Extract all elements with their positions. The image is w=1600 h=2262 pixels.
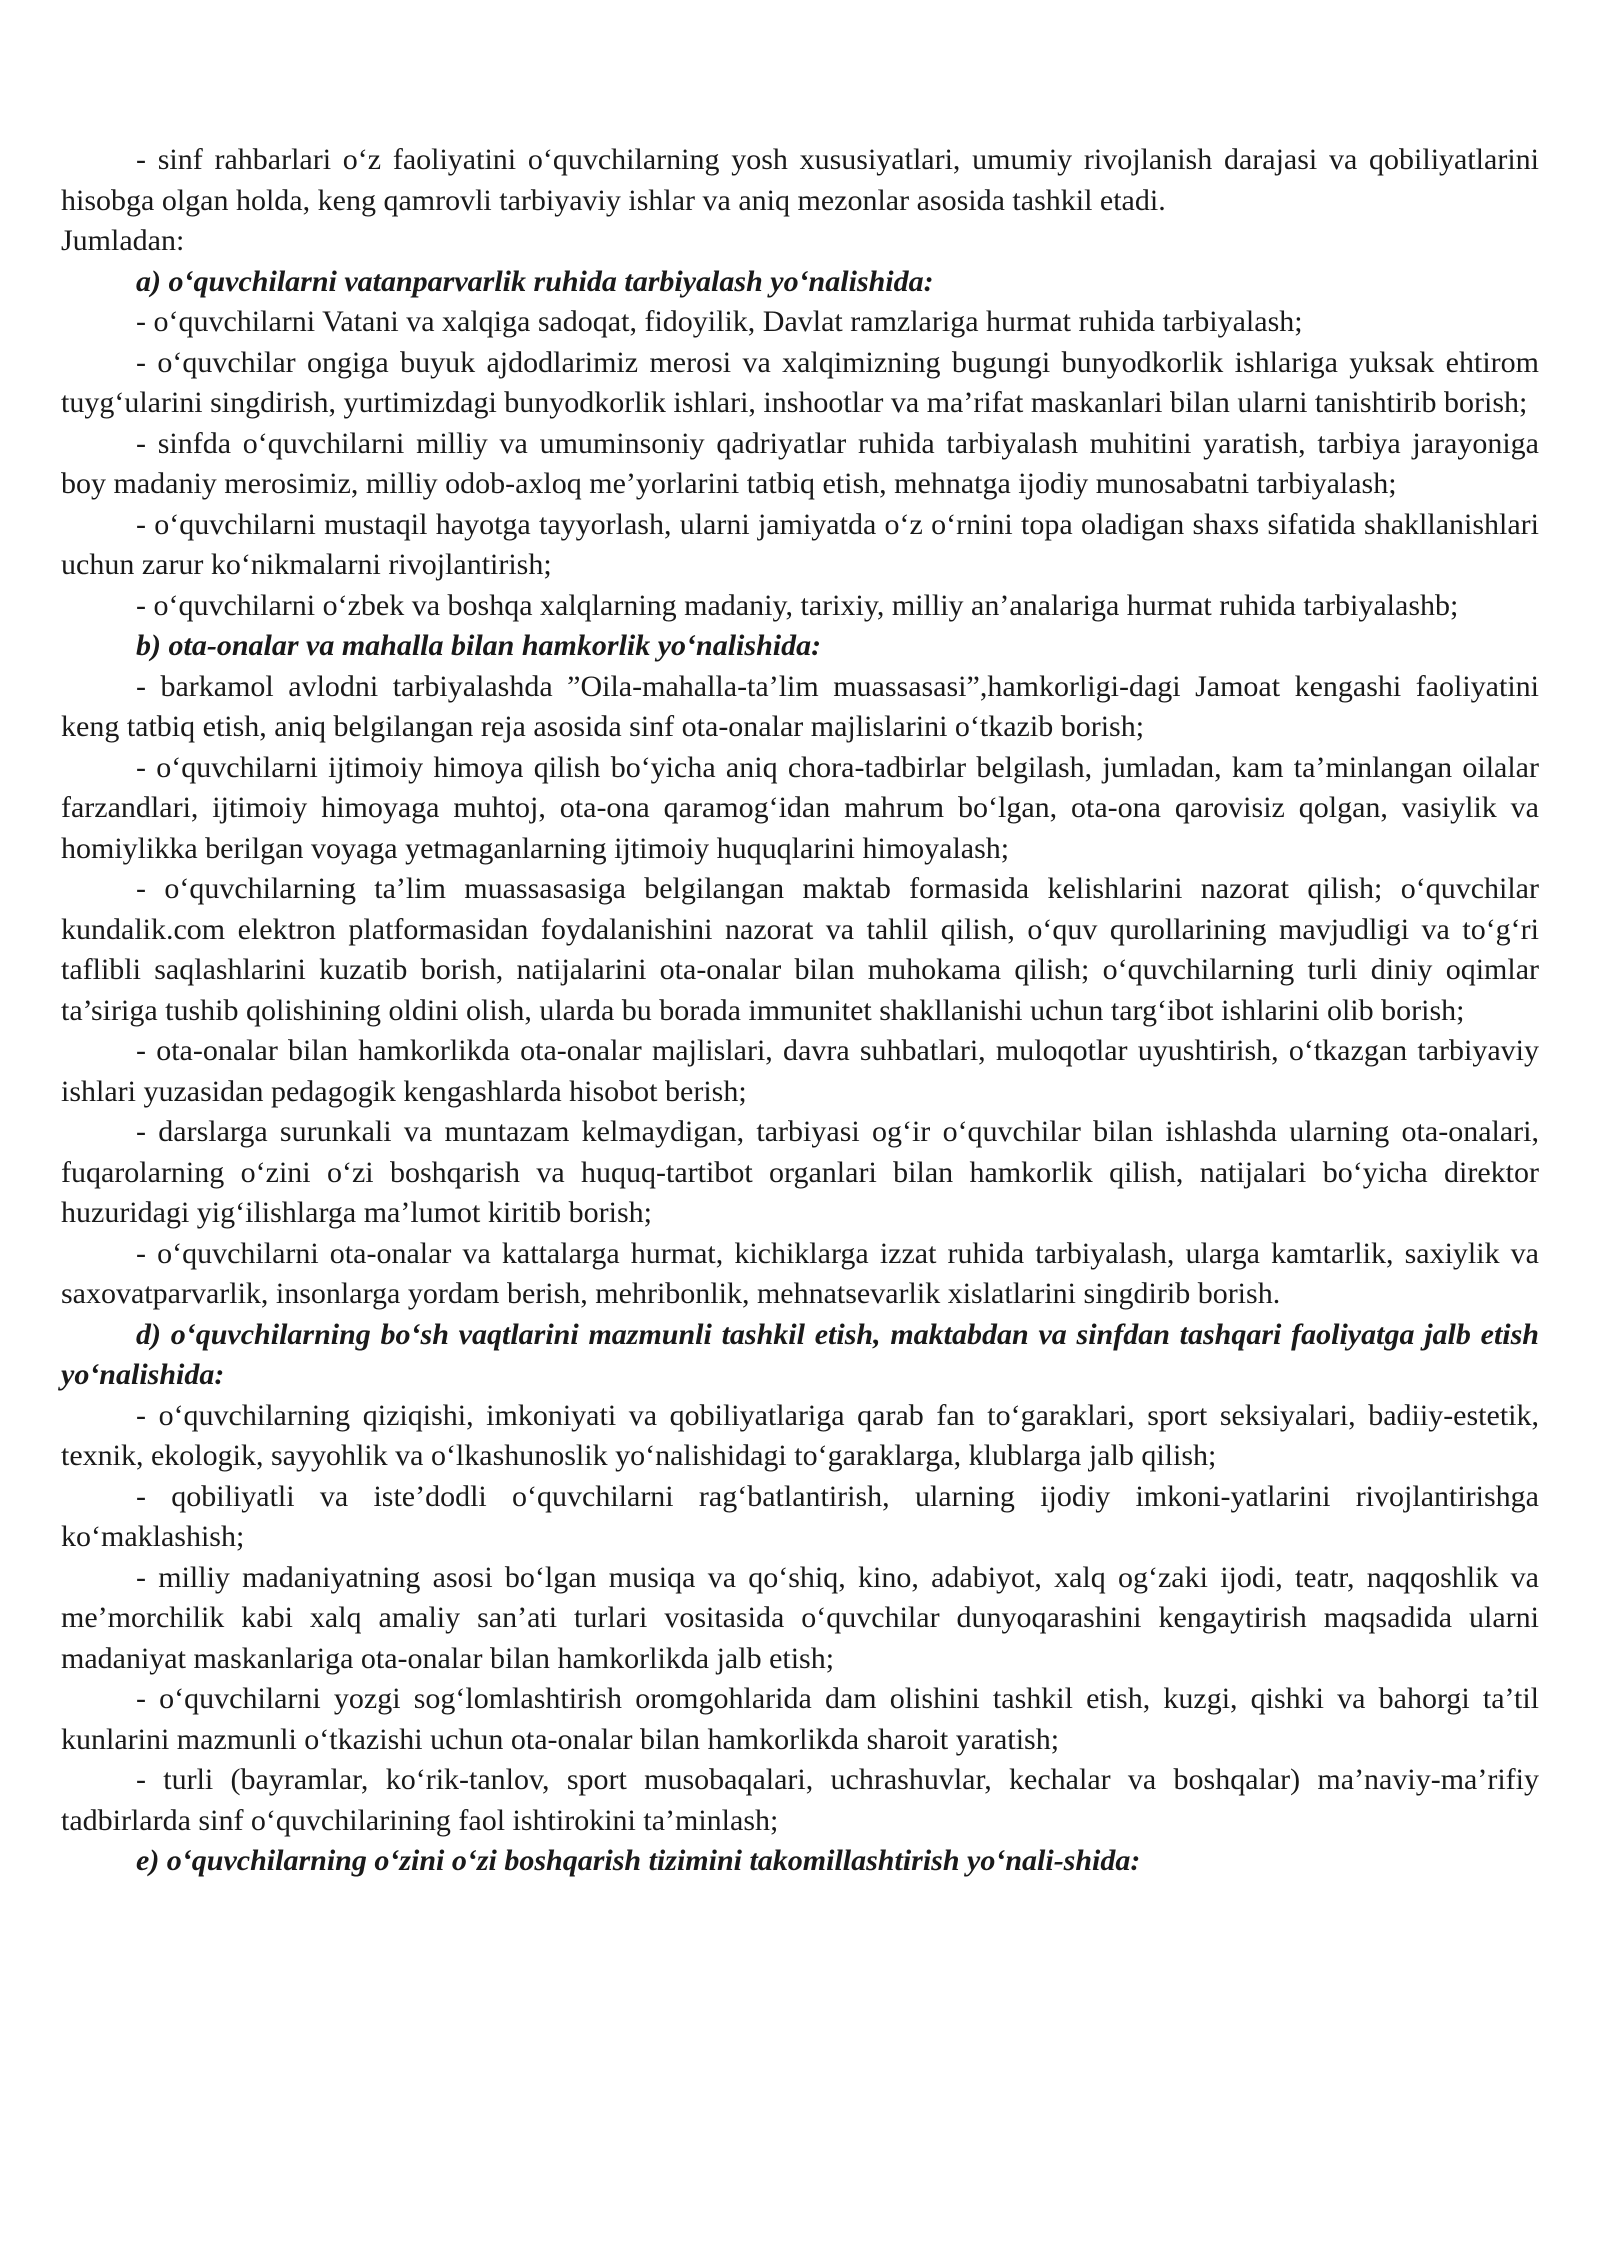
paragraph: - milliy madaniyatning asosi bo‘lgan musiqa va qo‘shiq, kino, adabiyot, xalq og‘zaki ijodi, teatr, naqqoshlik va me’morchilik kabi xalq amaliy san’ati turlari vositasida o‘quvchilar dunyoqarashini kengaytirish maqsadida ularni madaniyat maskanlariga ota-onalar bilan hamkorlikda jalb etish; <box>61 1560 1539 1675</box>
paragraph: - qobiliyatli va iste’dodli o‘quvchilarni rag‘batlantirish, ularning ijodiy imkoni-yatlarini rivojlantirishga ko‘maklashish; <box>61 1479 1539 1553</box>
document-page <box>61 140 1539 1882</box>
paragraph: - o‘quvchilarni mustaqil hayotga tayyorlash, ularni jamiyatda o‘z o‘rnini topa oladigan shaxs sifatida shakllanishlari uchun zarur ko‘nikmalarni rivojlantirish; <box>61 507 1539 581</box>
section-heading: a) o‘quvchilarni vatanparvarlik ruhida tarbiyalash yo‘nalishida: <box>136 264 934 298</box>
paragraph: - turli (bayramlar, ko‘rik-tanlov, sport musobaqalari, uchrashuvlar, kechalar va boshqalar) ma’naviy-ma’rifiy tadbirlarda sinf o‘quvchilarining faol ishtirokini ta’minlash; <box>61 1763 1539 1837</box>
section-heading: d) o‘quvchilarning bo‘sh vaqtlarini mazmunli tashkil etish, maktabdan va sinfdan tashqari faoliyatga jalb etish yo‘nalishida: <box>61 1317 1539 1391</box>
paragraph: - o‘quvchilarni ijtimoiy himoya qilish bo‘yicha aniq chora-tadbirlar belgilash, jumladan, kam ta’minlangan oilalar farzandlari, ijtimoiy himoyaga muhtoj, ota-ona qaramog‘idan mahrum bo‘lgan, ota-ona qarovisiz qolgan, vasiylik va homiylikka berilgan voyaga yetmaganlarning ijtimoiy huquqlarini himoyalash; <box>61 750 1539 865</box>
paragraph: - darslarga surunkali va muntazam kelmaydigan, tarbiyasi og‘ir o‘quvchilar bilan ishlashda ularning ota-onalari, fuqarolarning o‘zini o‘zi boshqarish va huquq-tartibot organlari bilan hamkorlik qilish, natijalari bo‘yicha direktor huzuridagi yig‘ilishlarga ma’lumot kiritib borish; <box>61 1115 1539 1229</box>
section-heading: b) ota-onalar va mahalla bilan hamkorlik yo‘nalishida: <box>136 629 822 662</box>
paragraph: - ota-onalar bilan hamkorlikda ota-onalar majlislari, davra suhbatlari, muloqotlar uyushtirish, o‘tkazgan tarbiyaviy ishlari yuzasidan pedagogik kengashlarda hisobot berish; <box>61 1034 1539 1108</box>
paragraph: - o‘quvchilarni yozgi sog‘lomlashtirish oromgohlarida dam olishini tashkil etish, kuzgi, qishki va bahorgi ta’til kunlarini mazmunli o‘tkazishi uchun ota-onalar bilan hamkorlikda sharoit yaratish; <box>61 1682 1539 1756</box>
paragraph: - sinfda o‘quvchilarni milliy va umuminsoniy qadriyatlar ruhida tarbiyalash muhitini yaratish, tarbiya jarayoniga boy madaniy merosimiz, milliy odob-axloq me’yorlarini tatbiq etish, mehnatga ijodiy munosabatni tarbiyalash; <box>61 426 1539 500</box>
paragraph: - o‘quvchilarni ota-onalar va kattalarga hurmat, kichiklarga izzat ruhida tarbiyalash, ularga kamtarlik, saxiylik va saxovatparvarlik, insonlarga yordam berish, mehribonlik, mehnatsevarlik xislatlarini singdirib borish. <box>61 1236 1539 1310</box>
paragraph: - o‘quvchilarning qiziqishi, imkoniyati va qobiliyatlariga qarab fan to‘garaklari, sport seksiyalari, badiiy-estetik, texnik, ekologik, sayyohlik va o‘lkashunoslik yo‘nalishidagi to‘garaklarga, klublarga jalb qilish; <box>61 1398 1539 1472</box>
section-heading: e) o‘quvchilarning o‘zini o‘zi boshqarish tizimini takomillashtirish yo‘nali-shida: <box>136 1844 1141 1877</box>
paragraph: - o‘quvchilarning ta’lim muassasasiga belgilangan maktab formasida kelishlarini nazorat qilish; o‘quvchilar kundalik.com elektron platformasidan foydalanishini nazorat va tahlil qilish, o‘quv qurollarining mavjudligi va to‘g‘ri taflibli saqlashlarini kuzatib borish, natijalarini ota-onalar bilan muhokama qilish; o‘quvchilarning turli diniy oqimlar ta’siriga tushib qolishining oldini olish, ularda bu borada immunitet shakllanishi uchun targ‘ibot ishlarini olib borish; <box>61 872 1539 1027</box>
paragraph: - sinf rahbarlari o‘z faoliyatini o‘quvchilarning yosh xususiyatlari, umumiy rivojlanish darajasi va qobiliyatlarini hisobga olgan holda, keng qamrovli tarbiyaviy ishlar va aniq mezonlar asosida tashkil etadi. <box>61 143 1539 217</box>
paragraph: - o‘quvchilar ongiga buyuk ajdodlarimiz merosi va xalqimizning bugungi bunyodkorlik ishlariga yuksak ehtirom tuyg‘ularini singdirish, yurtimizdagi bunyodkorlik ishlari, inshootlar va ma’rifat maskanlari bilan ularni tanishtirib borish; <box>61 345 1539 419</box>
paragraph: - barkamol avlodni tarbiyalashda ”Oila-mahalla-ta’lim muassasasi”,hamkorligi-dagi Jamoat kengashi faoliyatini keng tatbiq etish, aniq belgilangan reja asosida sinf ota-onalar majlislarini o‘tkazib borish; <box>61 669 1539 743</box>
paragraph: Jumladan: <box>61 224 185 257</box>
paragraph: - o‘quvchilarni Vatani va xalqiga sadoqat, fidoyilik, Davlat ramzlariga hurmat ruhida tarbiyalash; <box>136 305 1303 338</box>
paragraph: - o‘quvchilarni o‘zbek va boshqa xalqlarning madaniy, tarixiy, milliy an’analariga hurmat ruhida tarbiyalashb; <box>136 588 1459 622</box>
